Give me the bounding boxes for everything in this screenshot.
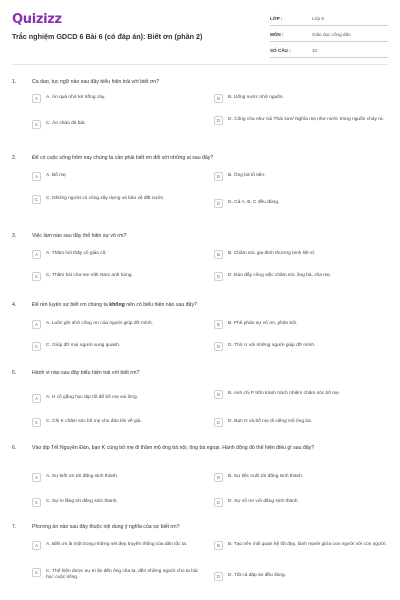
option-letter: D [214, 199, 223, 208]
question-text: Để có cuộc sống hôm nay chúng ta cần phải biết ơn đối với những ai sau đây? [32, 155, 214, 161]
meta-row-class [270, 12, 388, 26]
option-a[interactable] [32, 474, 206, 482]
option-text: D. Công cha như núi Thái sơn/ Nghĩa mẹ như nước trong nguồn chảy ra. [228, 117, 384, 122]
option-letter: A [32, 320, 41, 329]
option-a[interactable] [32, 321, 206, 329]
meta-value: 10 [312, 48, 318, 53]
option-letter: D [214, 342, 223, 351]
option-letter: B [214, 250, 223, 259]
option-a[interactable] [32, 395, 206, 403]
option-d[interactable] [214, 499, 388, 507]
option-letter: C [32, 568, 41, 577]
option-text: C. Thăm hỏi cha mẹ Việt Nam anh hùng. [46, 273, 133, 278]
option-a[interactable] [32, 251, 206, 259]
option-c[interactable] [32, 196, 206, 204]
option-text: B. Ông bà tổ tiên. [228, 173, 266, 178]
option-letter: C [32, 195, 41, 204]
question-3 [12, 233, 388, 279]
option-letter: C [32, 498, 41, 507]
meta-row-subject [270, 28, 388, 42]
option-letter: A [32, 541, 41, 550]
meta-key: MÔN : [270, 32, 284, 37]
option-letter: D [214, 418, 223, 427]
option-c[interactable] [32, 499, 206, 507]
meta-key: LỚP : [270, 16, 283, 21]
question-number: 3. [12, 233, 17, 239]
question-text: Việc làm nào sau đây thể hiện sự vô ơn? [32, 233, 127, 239]
option-letter: B [214, 541, 223, 550]
meta-value: Lớp 6 [312, 16, 324, 21]
option-letter: C [32, 418, 41, 427]
option-letter: B [214, 320, 223, 329]
option-a[interactable] [32, 542, 206, 550]
option-d[interactable] [214, 419, 388, 427]
option-b[interactable] [214, 542, 388, 550]
option-letter: C [32, 120, 41, 129]
option-b[interactable] [214, 251, 388, 259]
option-text: D. Đùn đẩy công việc chăm sóc ông bà, cha mẹ. [228, 273, 332, 278]
question-6 [12, 445, 388, 505]
option-text: A. Thăm hỏi thầy cô giáo cũ. [46, 251, 107, 256]
question-number: 1. [12, 79, 17, 85]
question-number: 7. [12, 524, 17, 530]
option-letter: B [214, 94, 223, 103]
option-text: C. Chị K chăm sóc bố mẹ chu đáo khi về già. [46, 419, 142, 424]
option-c[interactable] [32, 273, 206, 281]
option-text: C. Thể hiện được sự tri ân đến ông cha ta, đến những người cho ta bài học cuộc sống. [46, 569, 198, 581]
question-text-emphasis: không [109, 302, 125, 308]
option-text: D. Thờ ơ với những người giúp đỡ mình. [228, 343, 316, 348]
option-text: A. Bố mẹ. [46, 173, 68, 178]
question-text: Phương án nào sau đây thuộc nội dung ý nghĩa của sự biết ơn? [32, 524, 180, 530]
question-7 [12, 524, 388, 581]
option-text: B. Phê phán sự vô ơn, phản bội. [228, 321, 298, 326]
meta-info [270, 12, 388, 60]
option-b[interactable] [214, 321, 388, 329]
quizizz-logo: Quizizz [12, 12, 62, 27]
question-number: 6. [12, 445, 17, 451]
option-text: A. Ăn quả nhớ kẻ trồng cây. [46, 95, 106, 100]
option-text: B. Chăm sóc gia đình thương binh liệt sĩ. [228, 251, 316, 256]
option-text: D. Tất cả đáp án đều đúng. [228, 573, 287, 578]
option-c[interactable] [32, 343, 206, 351]
question-text: Vào dịp Tết Nguyên Đán, bạn K cùng bố mẹ đi thăm mộ ông bà nội, ông bà ngoại. Hành động đó thể hiện điều gì sau đây? [32, 445, 315, 451]
option-letter: B [214, 473, 223, 482]
option-b[interactable] [214, 474, 388, 482]
option-letter: D [214, 498, 223, 507]
question-number: 4. [12, 302, 17, 308]
option-c[interactable] [32, 121, 206, 129]
option-b[interactable] [214, 173, 388, 181]
option-a[interactable] [32, 95, 206, 103]
option-text: B. Uống nước nhớ nguồn. [228, 95, 284, 100]
option-letter: B [214, 172, 223, 181]
option-b[interactable] [214, 95, 388, 103]
question-4 [12, 302, 388, 349]
option-d[interactable] [214, 343, 388, 351]
question-2 [12, 155, 388, 206]
option-letter: A [32, 94, 41, 103]
option-text: C. Giúp đỡ mọi người xung quanh. [46, 343, 121, 348]
option-text: B. Anh chị P trốn tránh trách nhiệm chăm sóc bố mẹ. [228, 391, 341, 396]
option-c[interactable] [32, 419, 206, 427]
option-text: C. Những người có công xây dựng và bảo vệ đất nước. [46, 196, 165, 201]
option-letter: C [32, 342, 41, 351]
option-text: C. Sự lo lắng tới đấng sinh thành. [46, 499, 118, 504]
header-divider [12, 64, 388, 65]
option-letter: A [32, 172, 41, 181]
worksheet-header [0, 0, 400, 62]
option-letter: A [32, 473, 41, 482]
option-text: D. Bạn G và bố mẹ đi viếng mộ ông bà. [228, 419, 312, 424]
option-text: A. Sự biết ơn tới đấng sinh thành. [46, 474, 119, 479]
option-letter: C [32, 272, 41, 281]
meta-key: SỐ CÂU : [270, 48, 291, 53]
option-b[interactable] [214, 391, 388, 399]
option-text: A. Biết ơn là một trong những nét đẹp truyền thống của dân tộc ta. [46, 542, 188, 547]
option-text: D. Cả A, B, C đều đúng. [228, 200, 280, 205]
meta-value: Giáo dục công dân [312, 32, 351, 37]
option-letter: A [32, 250, 41, 259]
option-c[interactable] [32, 569, 206, 581]
option-letter: D [214, 272, 223, 281]
question-5 [12, 370, 388, 425]
question-text-part: Để rèn luyện sự biết ơn chúng ta [32, 302, 110, 308]
question-text [32, 302, 388, 309]
option-text: C. Ăn cháo đá bát. [46, 121, 86, 126]
option-d[interactable] [214, 117, 388, 125]
option-text: A. H cố gắng học tập tốt để bố mẹ vui lòng. [46, 395, 138, 400]
option-d[interactable] [214, 200, 388, 208]
question-text: Hành vi nào sau đây biểu hiện trái với biết ơn? [32, 370, 140, 376]
question-1 [12, 79, 388, 127]
question-number: 2. [12, 155, 17, 161]
option-d[interactable] [214, 573, 388, 581]
option-text: A. Luôn ghi nhớ công ơn của người giúp đỡ mình. [46, 321, 154, 326]
option-d[interactable] [214, 273, 388, 281]
option-letter: D [214, 116, 223, 125]
option-text: D. Sự vô ơn với đấng sinh thành. [228, 499, 299, 504]
option-text: B. Tạo nên mối quan hệ tốt đẹp, lành mạnh giữa con người với con người. [228, 542, 387, 547]
option-letter: B [214, 390, 223, 399]
option-a[interactable] [32, 173, 206, 181]
worksheet-title: Trắc nghiệm GDCD 6 Bài 6 (có đáp án): Biết ơn (phần 2) [12, 32, 203, 41]
question-text: Ca dao, tục ngữ nào sau đây biểu hiện trái với biết ơn? [32, 79, 160, 85]
option-text: B. Sự tiếc nuối tới đấng sinh thành. [228, 474, 304, 479]
question-number: 5. [12, 370, 17, 376]
question-text-part: nên có biểu hiện nào sau đây? [124, 302, 197, 308]
option-letter: D [214, 572, 223, 581]
meta-row-count [270, 44, 388, 58]
option-letter: A [32, 394, 41, 403]
